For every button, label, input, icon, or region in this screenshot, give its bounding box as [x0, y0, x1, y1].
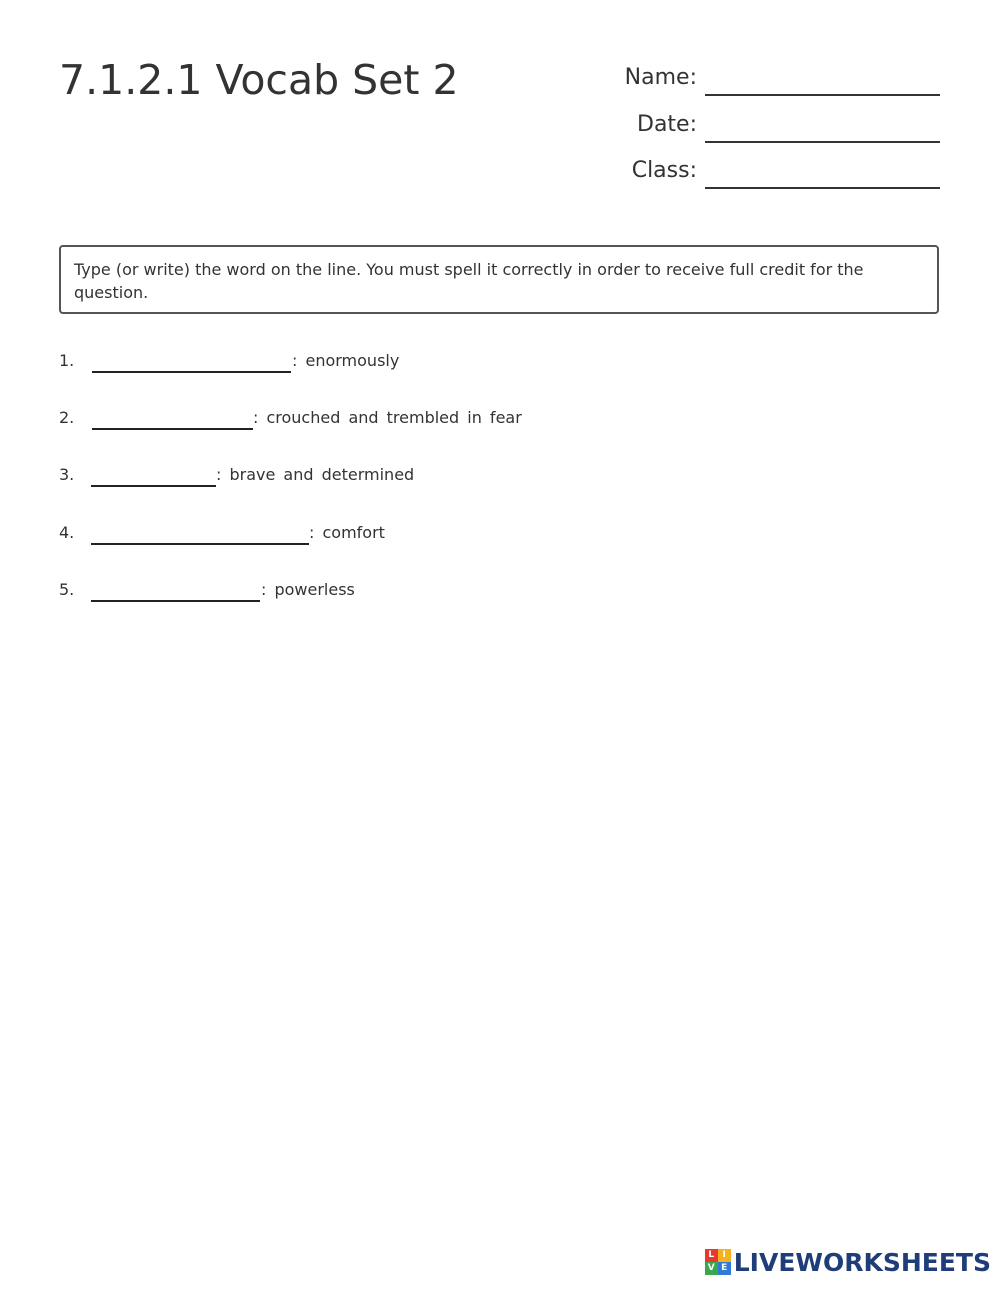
class-input-line[interactable]	[705, 187, 940, 189]
brand-name: LIVEWORKSHEETS	[733, 1247, 991, 1277]
instructions-box: Type (or write) the word on the line. You must spell it correctly in order to receive full credit for the question.	[59, 245, 939, 314]
class-label: Class:	[631, 158, 697, 183]
logo-letter-l: L	[705, 1249, 718, 1262]
question-definition: : comfort	[309, 523, 385, 542]
answer-blank[interactable]	[91, 600, 260, 602]
date-input-line[interactable]	[705, 141, 940, 143]
date-field	[600, 109, 940, 143]
question-5	[59, 578, 859, 604]
question-number: 2.	[59, 408, 75, 427]
logo-letter-e: E	[718, 1262, 731, 1275]
question-definition: : brave and determined	[216, 465, 415, 484]
question-2	[59, 406, 859, 432]
question-definition: : crouched and trembled in fear	[253, 408, 522, 427]
date-label: Date:	[637, 112, 697, 137]
question-definition: : enormously	[292, 351, 400, 370]
name-field	[600, 62, 940, 96]
question-number: 1.	[59, 351, 75, 370]
class-field	[600, 155, 940, 189]
question-4	[59, 521, 859, 547]
liveworksheets-logo	[705, 1247, 991, 1277]
answer-blank[interactable]	[91, 543, 309, 545]
worksheet-title: 7.1.2.1 Vocab Set 2	[59, 56, 459, 104]
logo-letter-v: V	[705, 1262, 718, 1275]
question-1	[59, 349, 859, 375]
question-number: 4.	[59, 523, 75, 542]
answer-blank[interactable]	[92, 371, 291, 373]
live-squares-icon	[705, 1249, 731, 1275]
question-definition: : powerless	[261, 580, 355, 599]
question-number: 5.	[59, 580, 75, 599]
logo-letter-i: I	[718, 1249, 731, 1262]
answer-blank[interactable]	[92, 428, 253, 430]
question-3	[59, 463, 859, 489]
name-input-line[interactable]	[705, 94, 940, 96]
question-number: 3.	[59, 465, 75, 484]
answer-blank[interactable]	[91, 485, 216, 487]
name-label: Name:	[624, 65, 697, 90]
